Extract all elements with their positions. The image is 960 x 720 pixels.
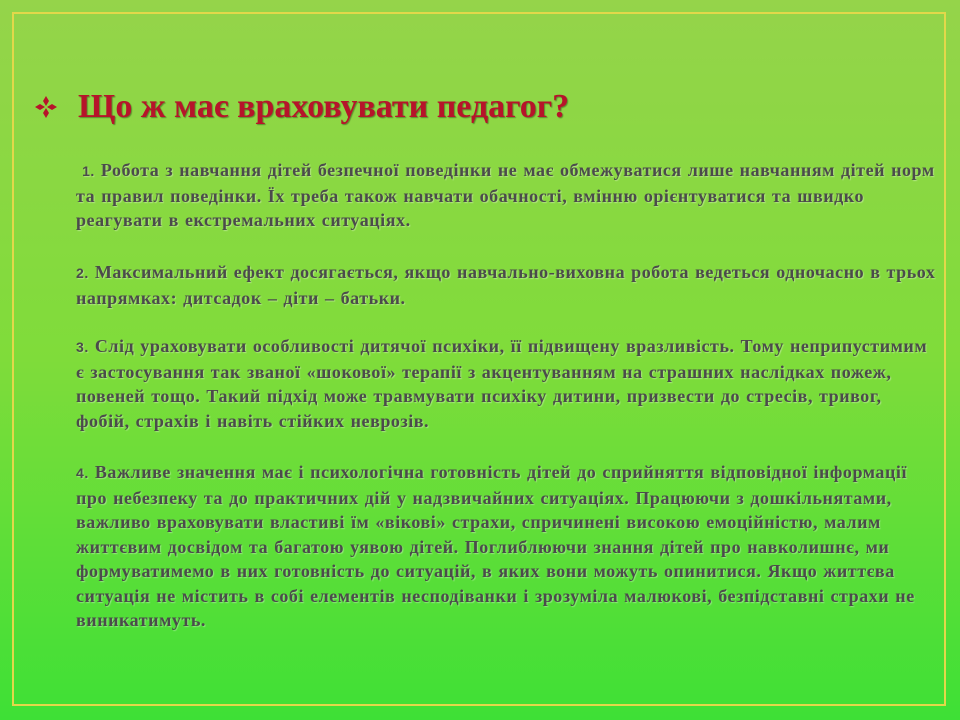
diamond-bullet-icon bbox=[34, 95, 58, 119]
paragraph-text: Максимальний ефект досягається, якщо навчально-виховна робота ведеться одночасно в трьох напрямках: дитсадок – діти – батьки. bbox=[76, 262, 936, 308]
paragraph-text: Слід ураховувати особливості дитячої психіки, її підвищену вразливість. Тому неприпустимим є застосування так званої «шокової» терапії з акцентуванням на страшних наслідках пожеж, повеней тощо. Такий підхід може травмувати психіку дитини, призвести до стресів, тривог, фобій, страхів і навіть стійких неврозів. bbox=[76, 336, 928, 431]
paragraph-2 bbox=[76, 260, 936, 310]
paragraph-number: 2. bbox=[76, 265, 89, 281]
paragraph-number: 3. bbox=[76, 339, 89, 355]
paragraph-number: 4. bbox=[76, 465, 89, 481]
paragraph-number: 1. bbox=[82, 163, 95, 179]
slide-title: Що ж має враховувати педагог? bbox=[78, 88, 570, 125]
paragraph-4 bbox=[76, 460, 936, 633]
paragraph-text: Робота з навчання дітей безпечної поведінки не має обмежуватися лише навчанням дітей норм та правил поведінки. Їх треба також навчати обачності, вмінню орієнтуватися та швидко реагувати в екстремальних ситуаціях. bbox=[76, 160, 935, 230]
paragraph-1 bbox=[76, 158, 936, 233]
paragraph-text: Важливе значення має і психологічна готовність дітей до сприйняття відповідної інформації про небезпеку та до практичних дій у надзвичайних ситуаціях. Працюючи з дошкільнятами, важливо враховувати властиві їм «вікові» страхи, спричинені високою емоційністю, малим життєвим досвідом та багатою уявою дітей. Поглиблюючи знання дітей про навколишнє, ми формуватимемо в них готовність до ситуацій, в яких вони можуть опинитися. Якщо життєва ситуація не містить в собі елементів несподіванки і зрозуміла малюкові, безпідставні страхи не виникатимуть. bbox=[76, 462, 915, 630]
paragraph-3 bbox=[76, 334, 936, 433]
title-row bbox=[34, 88, 569, 126]
